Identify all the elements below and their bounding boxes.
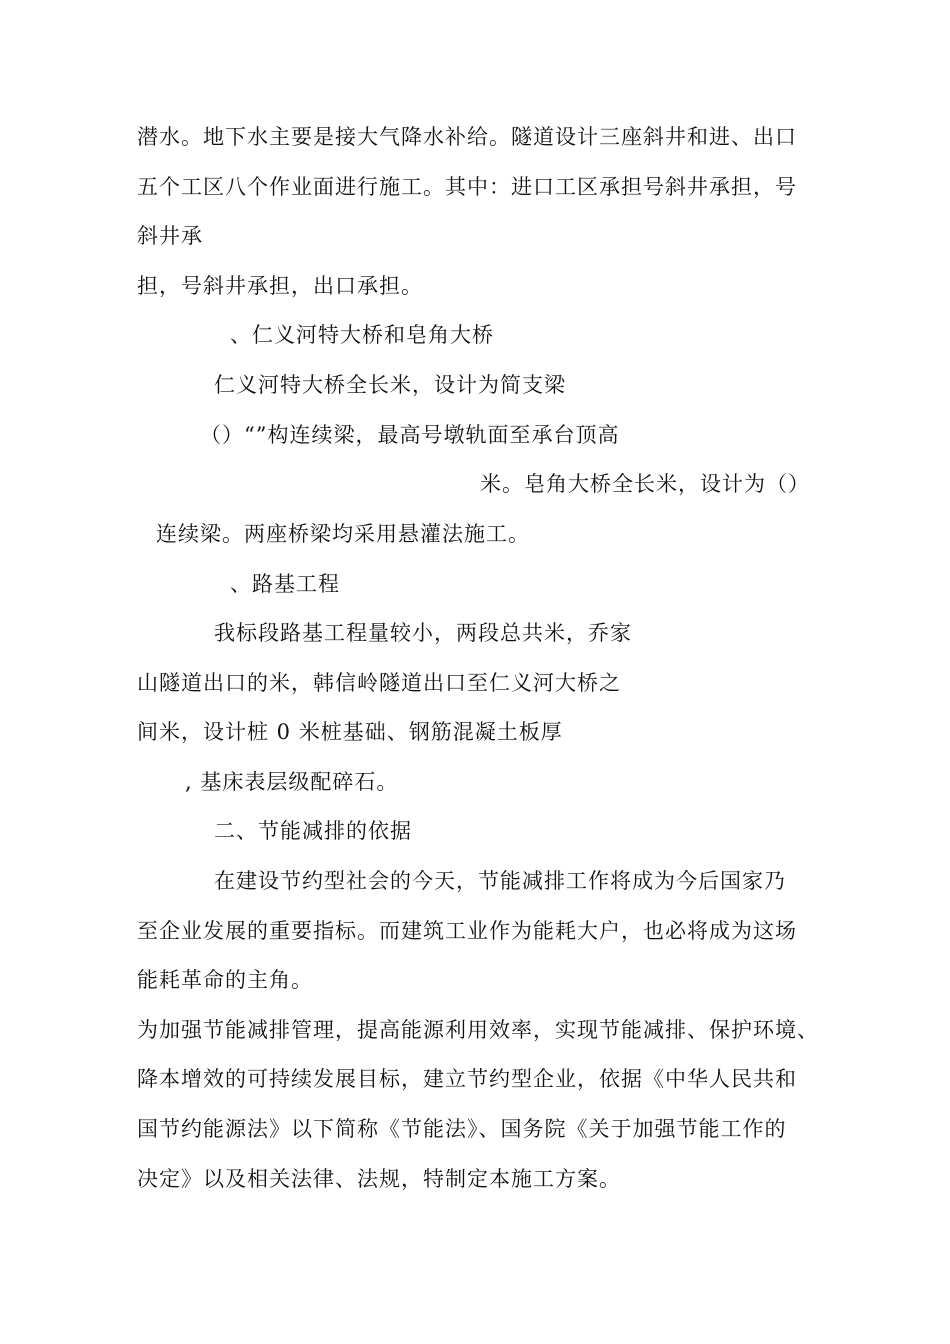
text-line: 我标段路基工程量较小，两段总共米，乔家 — [214, 621, 632, 645]
text-line: 米。皂角大桥全长米，设计为（） — [480, 472, 810, 496]
text-line: 间米，设计桩 0 米桩基础、钢筋混凝土板厚 — [137, 720, 563, 744]
text-line: 仁义河特大桥全长米，设计为简支梁 — [214, 373, 566, 397]
text-line: （）“”构连续梁，最高号墩轨面至承台顶高 — [200, 423, 620, 447]
text-line: 降本增效的可持续发展目标，建立节约型企业，依据《中华人民共和 — [137, 1067, 797, 1091]
text-line: 潜水。地下水主要是接大气降水补给。隧道设计三座斜井和进、出口 — [137, 125, 797, 149]
section-heading: 二、节能减排的依据 — [214, 819, 412, 843]
text-line: 连续梁。两座桥梁均采用悬灌法施工。 — [156, 522, 530, 546]
text-line: 五个工区八个作业面进行施工。其中：进口工区承担号斜井承担，号 — [137, 175, 797, 199]
text-line: 为加强节能减排管理，提高能源利用效率，实现节能减排、保护环境、 — [137, 1018, 819, 1042]
text-line: 国节约能源法》以下简称《节能法》、国务院《关于加强节能工作的 — [137, 1117, 787, 1141]
text-line: 山隧道出口的米，韩信岭隧道出口至仁义河大桥之 — [137, 671, 621, 695]
text-line: , 基床表层级配碎石。 — [185, 770, 399, 794]
text-line: 能耗革命的主角。 — [137, 968, 313, 992]
section-heading: 、仁义河特大桥和皂角大桥 — [230, 323, 494, 347]
section-heading: 、路基工程 — [230, 572, 340, 596]
text-line: 决定》以及相关法律、法规，特制定本施工方案。 — [137, 1167, 621, 1191]
text-line: 斜井承 — [137, 224, 203, 248]
text-line: 至企业发展的重要指标。而建筑工业作为能耗大户，也必将成为这场 — [137, 919, 797, 943]
text-line: 担，号斜井承担，出口承担。 — [137, 274, 423, 298]
text-line: 在建设节约型社会的今天，节能减排工作将成为今后国家乃 — [214, 869, 786, 893]
